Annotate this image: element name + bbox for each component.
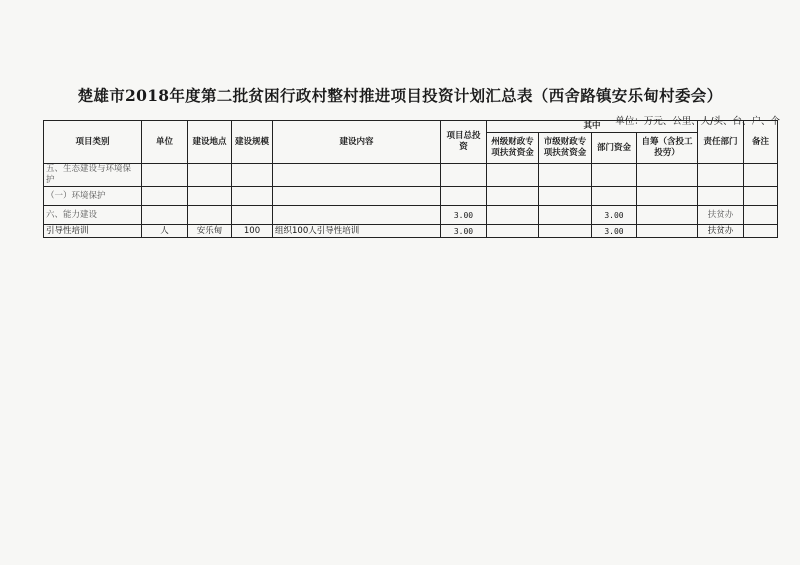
row-category: 五、生态建设与环境保护 [44, 164, 142, 187]
header-dept-fund: 部门资金 [592, 133, 637, 164]
row-category: （一）环境保护 [44, 187, 142, 206]
header-row-1 [44, 121, 778, 133]
row-self-fund [637, 164, 698, 187]
table-row [44, 206, 778, 225]
header-category: 项目类别 [44, 121, 142, 164]
row-total: 3.00 [441, 206, 487, 225]
row-dept [698, 164, 744, 187]
row-prefecture-fund [487, 164, 539, 187]
table-row [44, 164, 778, 187]
row-location [188, 206, 232, 225]
row-self-fund [637, 187, 698, 206]
row-scale [232, 164, 273, 187]
row-unit: 人 [142, 225, 188, 238]
header-among: 其中 [487, 121, 698, 133]
row-dept: 扶贫办 [698, 225, 744, 238]
row-content [273, 206, 441, 225]
row-unit [142, 206, 188, 225]
row-dept: 扶贫办 [698, 206, 744, 225]
header-total: 项目总投资 [441, 121, 487, 164]
row-content [273, 187, 441, 206]
row-dept-fund: 3.00 [592, 225, 637, 238]
page-title: 楚雄市2018年度第二批贫困行政村整村推进项目投资计划汇总表（西舍路镇安乐甸村委会） [77, 86, 723, 105]
row-remark [744, 225, 778, 238]
row-total [441, 187, 487, 206]
row-total: 3.00 [441, 225, 487, 238]
row-total [441, 164, 487, 187]
row-scale [232, 187, 273, 206]
row-unit [142, 187, 188, 206]
row-content: 组织100人引导性培训 [273, 225, 441, 238]
row-category: 引导性培训 [44, 225, 142, 238]
row-dept [698, 187, 744, 206]
table-row [44, 187, 778, 206]
row-dept-fund [592, 187, 637, 206]
row-city-fund [539, 164, 592, 187]
row-city-fund [539, 225, 592, 238]
header-scale: 建设规模 [232, 121, 273, 164]
row-prefecture-fund [487, 187, 539, 206]
header-self-fund: 自筹（含投工投劳） [637, 133, 698, 164]
row-city-fund [539, 206, 592, 225]
header-dept: 责任部门 [698, 121, 744, 164]
header-prefecture-fund: 州级财政专项扶贫资金 [487, 133, 539, 164]
header-unit: 单位 [142, 121, 188, 164]
header-location: 建设地点 [188, 121, 232, 164]
row-remark [744, 206, 778, 225]
row-unit [142, 164, 188, 187]
header-remark: 备注 [744, 121, 778, 164]
row-self-fund [637, 206, 698, 225]
table-row [44, 225, 778, 238]
row-category: 六、能力建设 [44, 206, 142, 225]
unit-note: 单位：万元、公里、人/头、台、户、个 [615, 116, 780, 127]
row-scale: 100 [232, 225, 273, 238]
row-prefecture-fund [487, 225, 539, 238]
row-prefecture-fund [487, 206, 539, 225]
row-dept-fund: 3.00 [592, 206, 637, 225]
investment-plan-table [43, 120, 778, 238]
row-location [188, 187, 232, 206]
row-content [273, 164, 441, 187]
row-location [188, 164, 232, 187]
row-dept-fund [592, 164, 637, 187]
row-remark [744, 164, 778, 187]
row-city-fund [539, 187, 592, 206]
row-location: 安乐甸 [188, 225, 232, 238]
row-remark [744, 187, 778, 206]
header-city-fund: 市级财政专项扶贫资金 [539, 133, 592, 164]
header-content: 建设内容 [273, 121, 441, 164]
row-scale [232, 206, 273, 225]
row-self-fund [637, 225, 698, 238]
